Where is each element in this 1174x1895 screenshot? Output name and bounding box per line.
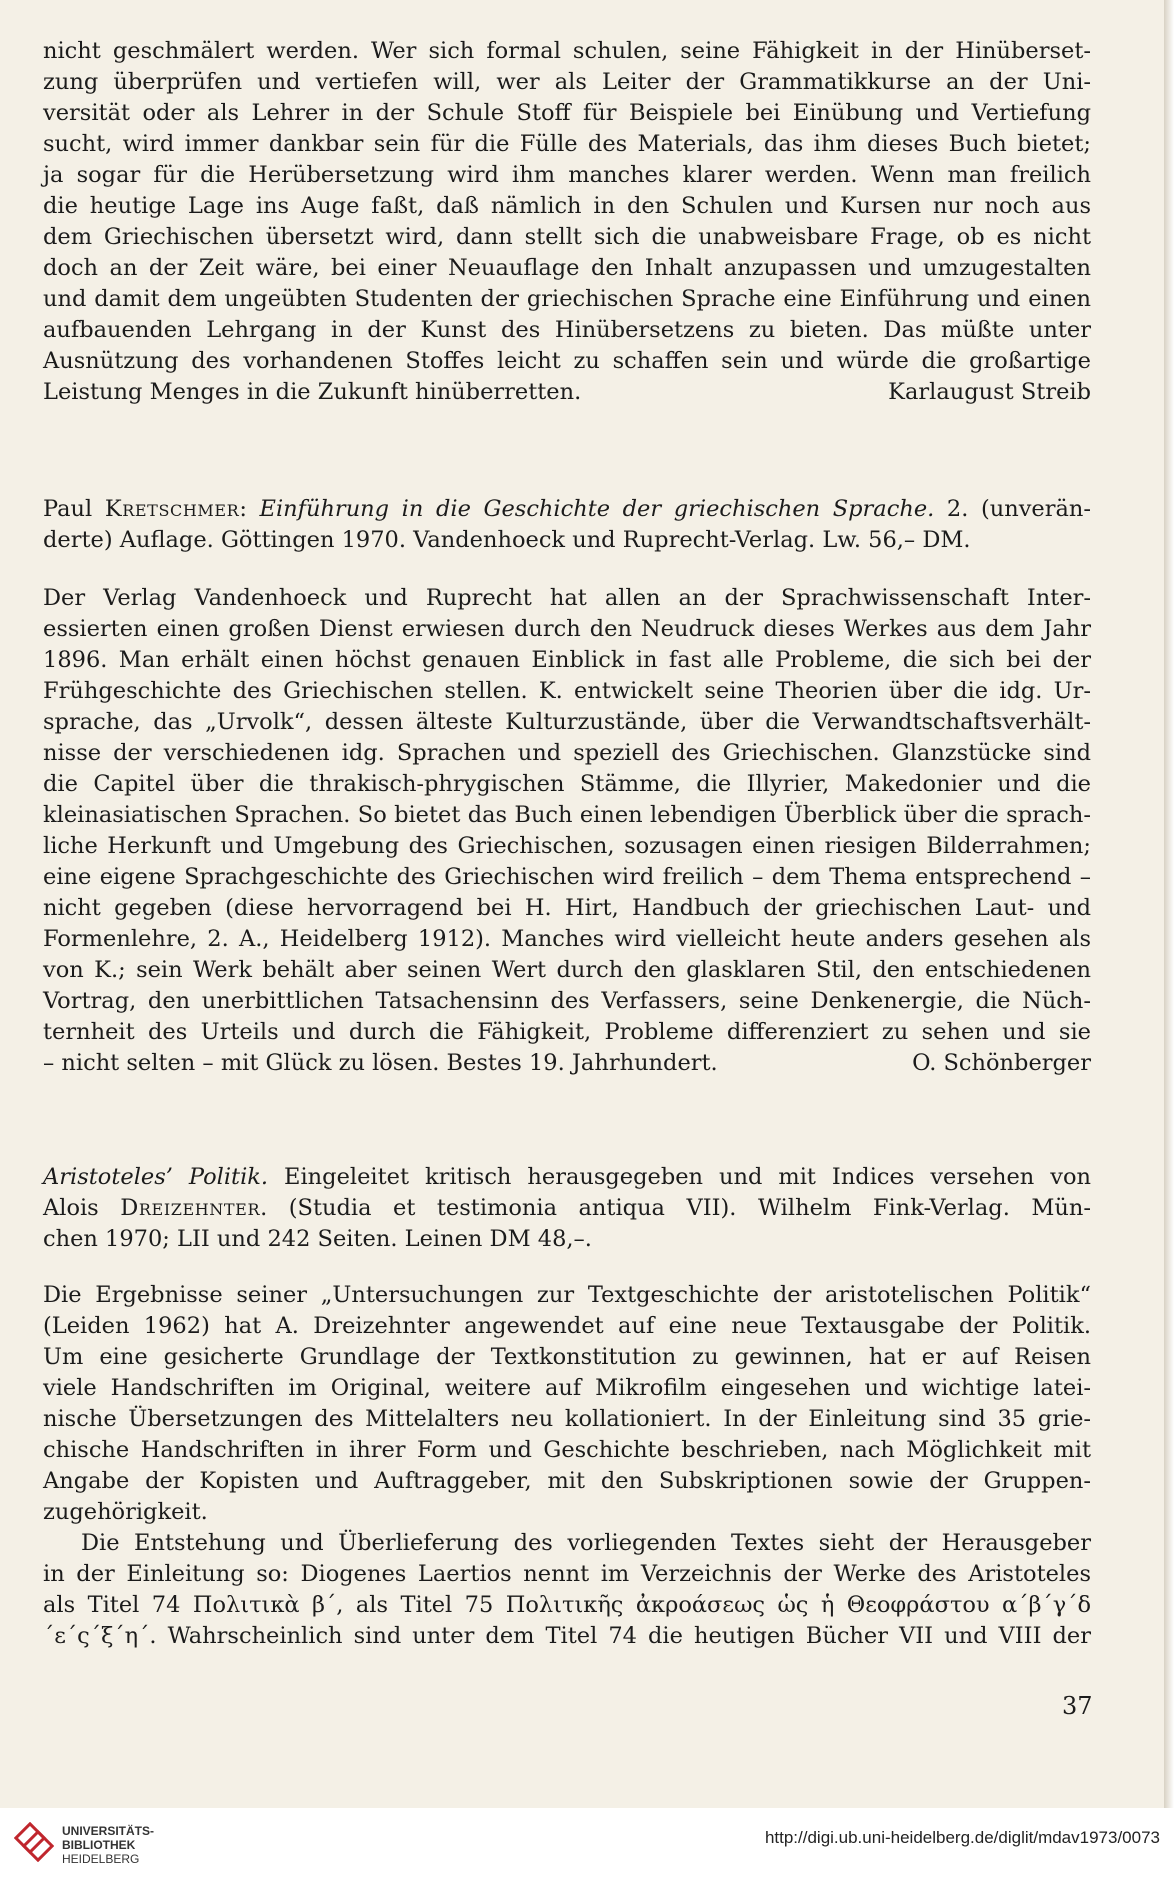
text-line: – nicht selten – mit Glück zu lösen. Bestes 19. Jahrhundert. bbox=[43, 1050, 718, 1076]
text-line: ΄ε΄ς΄ξ΄η΄. Wahrscheinlich sind unter dem Titel 74 die heutigen Bücher VII und VIII der bbox=[43, 1623, 1091, 1649]
text-line: Frühgeschichte des Griechischen stellen. K. entwickelt seine Theorien über die idg. Ur- bbox=[43, 678, 1091, 704]
text-line: nische Übersetzungen des Mittelalters neu kollationiert. In der Einleitung sind 35 grie- bbox=[43, 1406, 1091, 1432]
page-number: 37 bbox=[1062, 1692, 1093, 1720]
text-line: kleinasiatischen Sprachen. So bietet das Buch einen lebendigen Überblick über die sprach- bbox=[43, 802, 1091, 828]
text-line: sprache, das „Urvolk“, dessen älteste Kulturzustände, über die Verwandtschaftsverhält- bbox=[43, 709, 1091, 735]
text-line: Vortrag, den unerbittlichen Tatsachensinn des Verfassers, seine Denkenergie, die Nüch- bbox=[43, 988, 1091, 1014]
text-line: von K.; sein Werk behält aber seinen Wert durch den glasklaren Stil, den entschiedenen bbox=[43, 957, 1091, 983]
library-name: UNIVERSITÄTS- BIBLIOTHEK HEIDELBERG bbox=[62, 1824, 155, 1866]
review-2-body bbox=[43, 583, 1091, 1079]
text-line: Ausnützung des vorhandenen Stoffes leicht zu schaffen sein und würde die großartige bbox=[43, 348, 1091, 374]
text-line: chen 1970; LII und 242 Seiten. Leinen DM 48,–. bbox=[43, 1226, 592, 1252]
text-line: (Leiden 1962) hat A. Dreizehnter angewendet auf eine neue Textausgabe der Politik. bbox=[43, 1313, 1091, 1339]
text-line: zugehörigkeit. bbox=[43, 1499, 208, 1525]
text-line: die heutige Lage ins Auge faßt, daß nämlich in den Schulen und Kursen nur noch aus bbox=[43, 193, 1091, 219]
text-line: Angabe der Kopisten und Auftraggeber, mit den Subskriptionen sowie der Gruppen- bbox=[43, 1468, 1091, 1494]
signature-line bbox=[43, 377, 1091, 408]
text-line: doch an der Zeit wäre, bei einer Neuauflage den Inhalt anzupassen und umzugestalten bbox=[43, 255, 1091, 281]
text-line: und damit dem ungeübten Studenten der griechischen Sprache eine Einführung und einen bbox=[43, 286, 1091, 312]
text-line: die Capitel über die thrakisch-phrygischen Stämme, die Illyrier, Makedonier und die bbox=[43, 771, 1091, 797]
text-line: ja sogar für die Herübersetzung wird ihm manches klarer werden. Wenn man freilich bbox=[43, 162, 1091, 188]
text-line: chische Handschriften in ihrer Form und Geschichte beschrieben, nach Möglichkeit mit bbox=[43, 1437, 1091, 1463]
text-line: nicht geschmälert werden. Wer sich formal schulen, seine Fähigkeit in der Hinüberset- bbox=[43, 38, 1091, 64]
text-line: liche Herkunft und Umgebung des Griechischen, sozusagen einen riesigen Bilderrahmen; bbox=[43, 833, 1091, 859]
signature-line bbox=[43, 1048, 1091, 1079]
ub-heidelberg-logo-icon bbox=[14, 1822, 54, 1862]
bibliographic-heading: Alois Dreizehnter. (Studia et testimonia antiqua VII). Wilhelm Fink-Verlag. Mün- bbox=[43, 1195, 1091, 1221]
text-line: eine eigene Sprachgeschichte des Griechischen wird freilich – dem Thema entsprechend – bbox=[43, 864, 1091, 890]
text-line: ternheit des Urteils und durch die Fähigkeit, Probleme differenziert zu sehen und sie bbox=[43, 1019, 1091, 1045]
review-1-body bbox=[43, 36, 1091, 408]
book-title: Aristoteles’ Politik. bbox=[43, 1164, 269, 1190]
source-url-link[interactable]: http://digi.ub.uni-heidelberg.de/diglit/mdav1973/0073 bbox=[764, 1828, 1160, 1847]
text-line: in der Einleitung so: Diogenes Laertios nennt im Verzeichnis der Werke des Aristoteles bbox=[43, 1561, 1091, 1587]
text-line: Formenlehre, 2. A., Heidelberg 1912). Manches wird vielleicht heute anders gesehen als bbox=[43, 926, 1091, 952]
reviewer-signature: Karlaugust Streib bbox=[888, 379, 1091, 405]
text-line: sucht, wird immer dankbar sein für die Fülle des Materials, das ihm dieses Buch bietet; bbox=[43, 131, 1091, 157]
text-line: zung überprüfen und vertiefen will, wer als Leiter der Grammatikkurse an der Uni- bbox=[43, 69, 1091, 95]
review-2-heading bbox=[43, 494, 1091, 556]
text-line: viele Handschriften im Original, weitere auf Mikrofilm eingesehen und wichtige latei- bbox=[43, 1375, 1091, 1401]
text-line: versität oder als Lehrer in der Schule Stoff für Beispiele bei Einübung und Vertiefung bbox=[43, 100, 1091, 126]
review-3-body bbox=[43, 1280, 1091, 1652]
text-line: als Titel 74 Πολιτικὰ β΄, als Titel 75 Πολιτικῆς ἀκροάσεως ὡς ἡ Θεοφράστου α΄β΄γ΄δ bbox=[43, 1592, 1091, 1618]
bibliographic-heading: Paul Kretschmer: Einführung in die Geschichte der griechischen Sprache. 2. (unverän- bbox=[43, 496, 1091, 522]
text-line: Um eine gesicherte Grundlage der Textkonstitution zu gewinnen, hat er auf Reisen bbox=[43, 1344, 1091, 1370]
text-line: nisse der verschiedenen idg. Sprachen und speziell des Griechischen. Glanzstücke sind bbox=[43, 740, 1091, 766]
author-name: Kretschmer bbox=[104, 496, 240, 522]
editor-name: Dreizehnter bbox=[120, 1195, 261, 1221]
text-line: Leistung Menges in die Zukunft hinüberretten. bbox=[43, 379, 582, 405]
text-line: Die Ergebnisse seiner „Untersuchungen zur Textgeschichte der aristotelischen Politik“ bbox=[43, 1282, 1091, 1308]
text-line: nicht gegeben (diese hervorragend bei H. Hirt, Handbuch der griechischen Laut- und bbox=[43, 895, 1091, 921]
text-line: essierten einen großen Dienst erwiesen durch den Neudruck dieses Werkes aus dem Jahr bbox=[43, 616, 1091, 642]
text-line: 1896. Man erhält einen höchst genauen Einblick in fast alle Probleme, die sich bei der bbox=[43, 647, 1091, 673]
review-3-heading bbox=[43, 1162, 1091, 1255]
text-line: dem Griechischen übersetzt wird, dann stellt sich die unabweisbare Frage, ob es nicht bbox=[43, 224, 1091, 250]
page-edge bbox=[1164, 0, 1174, 1808]
book-title: Einführung in die Geschichte der griechischen Sprache. bbox=[259, 496, 935, 522]
reviewer-signature: O. Schönberger bbox=[912, 1050, 1091, 1076]
viewer-footer bbox=[0, 1808, 1174, 1895]
text-line: Der Verlag Vandenhoeck und Ruprecht hat allen an der Sprachwissenschaft Inter- bbox=[43, 585, 1091, 611]
text-line: derte) Auflage. Göttingen 1970. Vandenhoeck und Ruprecht-Verlag. Lw. 56,– DM. bbox=[43, 527, 971, 553]
bibliographic-heading: Aristoteles’ Politik. Eingeleitet kritisch herausgegeben und mit Indices versehen von bbox=[43, 1164, 1091, 1190]
text-line: Die Entstehung und Überlieferung des vorliegenden Textes sieht der Herausgeber bbox=[81, 1530, 1091, 1556]
text-line: aufbauenden Lehrgang in der Kunst des Hinübersetzens zu bieten. Das müßte unter bbox=[43, 317, 1091, 343]
